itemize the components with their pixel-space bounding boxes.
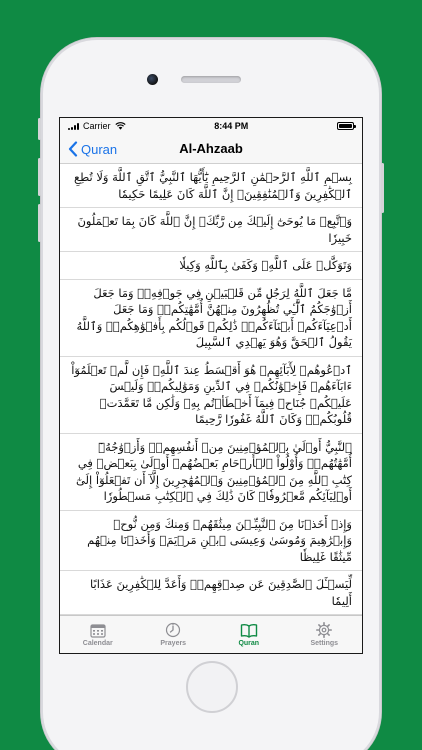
verse-row[interactable]: لِّيَسۡـَٔلَ ٱلصَّٰدِقِينَ عَن صِدۡقِهِمۡۚ وَأَعَدَّ لِلۡكَٰفِرِينَ عَذَابًا أَلِيمٗا — [60, 571, 362, 615]
earpiece-speaker — [181, 76, 241, 83]
verse-row[interactable]: وَتَوَكَّلۡ عَلَى ٱللَّهِۚ وَكَفَىٰ بِٱللَّهِ وَكِيلٗا — [60, 252, 362, 280]
verse-row[interactable]: وَإِذۡ أَخَذۡنَا مِنَ ٱلنَّبِيِّـۧنَ مِيثَٰقَهُمۡ وَمِنكَ وَمِن نُّوحٖ وَإِبۡرَٰهِيمَ وَمُوسَىٰ وَعِيسَى ٱبۡنِ مَرۡيَمَۖ وَأَخَذۡنَا مِنۡهُم مِّيثَٰقًا غَلِيظٗا — [60, 511, 362, 572]
tab-settings[interactable] — [294, 622, 354, 647]
back-button[interactable] — [68, 134, 117, 164]
verse-row[interactable]: ٱلنَّبِيُّ أَوۡلَىٰ بِٱلۡمُؤۡمِنِينَ مِنۡ أَنفُسِهِمۡۖ وَأَزۡوَٰجُهُۥٓ أُمَّهَٰتُهُمۡۗ وَأُوْلُواْ ٱلۡأَرۡحَامِ بَعۡضُهُمۡ أَوۡلَىٰ بِبَعۡضٖ فِي كِتَٰبِ ٱللَّهِ مِنَ ٱلۡمُؤۡمِنِينَ وَٱلۡمُهَٰجِرِينَ إِلَّآ أَن تَفۡعَلُوٓاْ إِلَىٰٓ أَوۡلِيَآئِكُم مَّعۡرُوفٗاۚ كَانَ ذَٰلِكَ فِي ٱلۡكِتَٰبِ مَسۡطُورٗا — [60, 434, 362, 511]
navigation-bar — [60, 134, 362, 164]
tab-calendar-label: Calendar — [82, 639, 113, 647]
back-button-label: Quran — [81, 141, 118, 157]
verse-row[interactable]: مَّا جَعَلَ ٱللَّهُ لِرَجُلٖ مِّن قَلۡبَيۡنِ فِي جَوۡفِهِۦۚ وَمَا جَعَلَ أَزۡوَٰجَكُمُ ٱلَّٰٓـِٔي تُظَٰهِرُونَ مِنۡهُنَّ أُمَّهَٰتِكُمۡۚ وَمَا جَعَلَ أَدۡعِيَآءَكُمۡ أَبۡنَآءَكُمۡۚ ذَٰلِكُمۡ قَوۡلُكُم بِأَفۡوَٰهِكُمۡۖ وَٱللَّهُ يَقُولُ ٱلۡحَقَّ وَهُوَ يَهۡدِي ٱلسَّبِيلَ — [60, 280, 362, 357]
status-bar — [60, 118, 362, 134]
app-screen — [59, 117, 363, 654]
home-button[interactable] — [186, 661, 238, 713]
tab-settings-label: Settings — [310, 640, 339, 647]
wifi-icon — [115, 122, 126, 130]
tab-prayers-label: Prayers — [160, 640, 187, 647]
signal-icon — [68, 123, 79, 130]
front-camera — [147, 74, 158, 85]
chevron-left-icon — [68, 141, 78, 157]
tab-bar — [60, 615, 362, 653]
clock-icon — [165, 622, 181, 638]
battery-icon — [337, 122, 354, 130]
tab-quran-label: Quran — [238, 639, 260, 647]
clock-time: 8:44 PM — [214, 121, 249, 131]
gear-icon — [316, 622, 332, 638]
verse-row[interactable]: ٱدۡعُوهُمۡ لِأٓبَآئِهِمۡ هُوَ أَقۡسَطُ عِندَ ٱللَّهِۚ فَإِن لَّمۡ تَعۡلَمُوٓاْ ءَابَآءَهُمۡ فَإِخۡوَٰنُكُمۡ فِي ٱلدِّينِ وَمَوَٰلِيكُمۡۚ وَلَيۡسَ عَلَيۡكُمۡ جُنَاحٞ فِيمَآ أَخۡطَأۡتُم بِهِۦ وَلَٰكِن مَّا تَعَمَّدَتۡ قُلُوبُكُمۡۚ وَكَانَ ٱللَّهُ غَفُورٗا رَّحِيمًا — [60, 357, 362, 434]
volume-down-button — [38, 204, 41, 242]
carrier-label: Carrier — [83, 121, 111, 131]
page-title: Al-Ahzaab — [179, 141, 243, 156]
tab-quran[interactable] — [219, 623, 279, 647]
tab-calendar[interactable] — [68, 623, 128, 647]
verse-list[interactable] — [60, 164, 362, 615]
verse-row[interactable]: وَٱتَّبِعۡ مَا يُوحَىٰٓ إِلَيۡكَ مِن رَّبِّكَۚ إِنَّ ٱللَّهَ كَانَ بِمَا تَعۡمَلُونَ خَبِيرٗا — [60, 208, 362, 252]
mute-switch — [38, 118, 41, 140]
power-button — [381, 163, 384, 213]
tab-prayers[interactable] — [143, 622, 203, 647]
volume-up-button — [38, 158, 41, 196]
book-icon — [240, 623, 258, 638]
verse-row[interactable]: بِسۡمِ ٱللَّهِ ٱلرَّحۡمَٰنِ ٱلرَّحِيمِ يَٰٓأَيُّهَا ٱلنَّبِيُّ ٱتَّقِ ٱللَّهَ وَلَا تُطِعِ ٱلۡكَٰفِرِينَ وَٱلۡمُنَٰفِقِينَۚ إِنَّ ٱللَّهَ كَانَ عَلِيمًا حَكِيمٗا — [60, 164, 362, 208]
calendar-icon — [90, 623, 106, 638]
